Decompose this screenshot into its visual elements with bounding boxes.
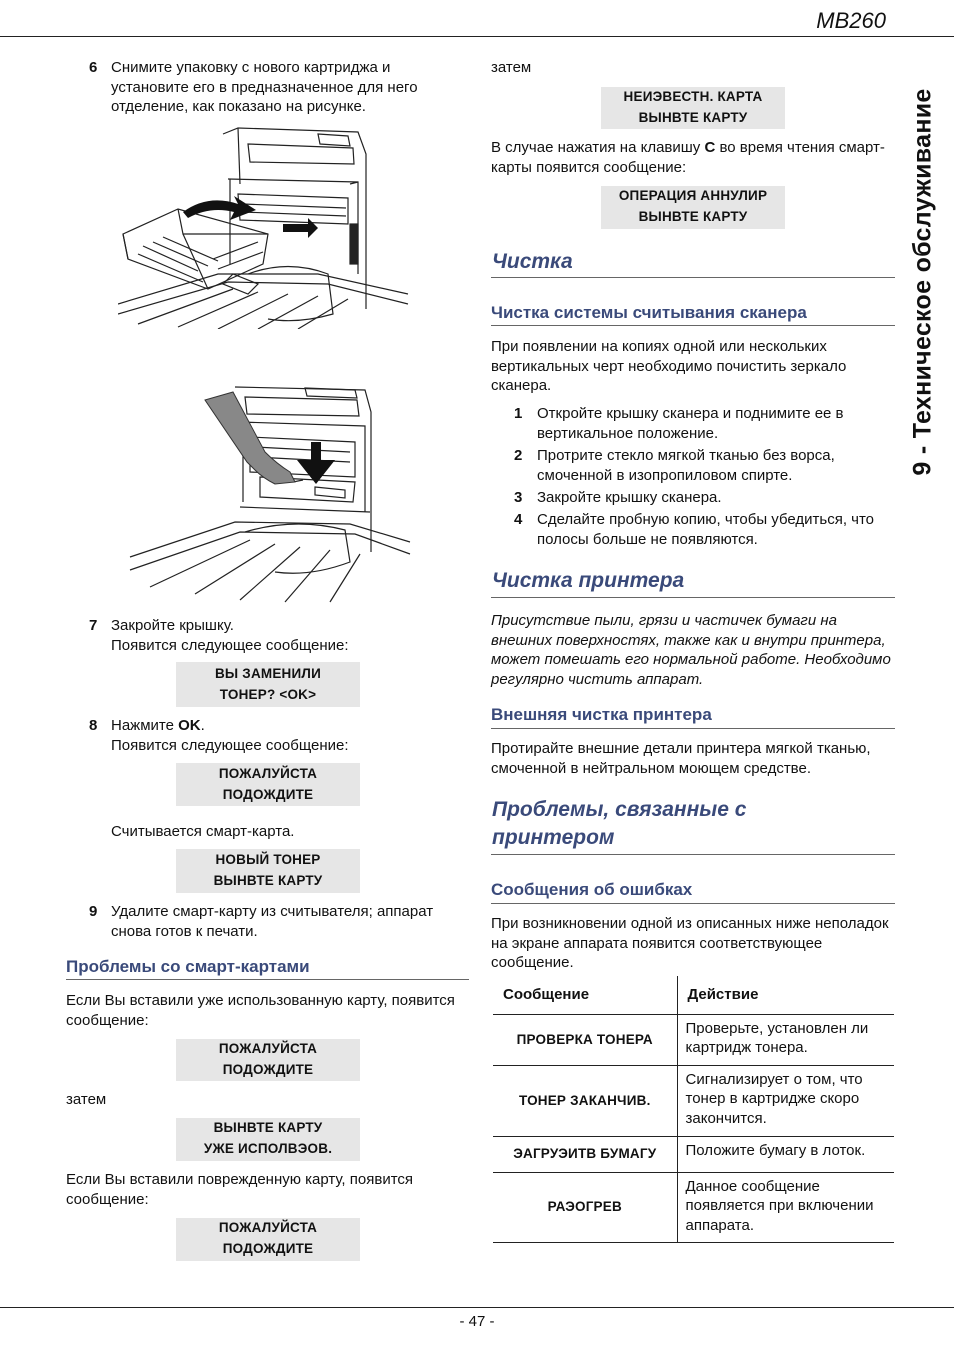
table-row — [493, 1014, 894, 1065]
message-line: ВЫНВТЕ КАРТУ — [213, 1120, 323, 1135]
step-text-line: Появится следующее сообщение: — [111, 636, 349, 654]
printer-problems-heading — [492, 796, 746, 852]
external-cleaning-text: Протирайте внешние детали принтера мягкой тканью, смоченной в нейтральном моющем средстве. — [491, 740, 871, 777]
display-message — [176, 1039, 360, 1081]
printer-intro: Присутствие пыли, грязи и частичек бумаги на внешних поверхностях, также как и внутри принтера, может помешать его нормальной работе. Необходимо регулярно чистить аппарат. — [491, 612, 891, 688]
step-text: . — [200, 717, 205, 734]
footer-divider — [0, 1307, 954, 1308]
chapter-title-text: 9 - Техническое обслуживание — [908, 88, 937, 476]
display-message — [176, 849, 360, 893]
damaged-card-text: Если Вы вставили поврежденную карту, появится сообщение: — [66, 1171, 414, 1208]
step-text: Откройте крышку сканера и поднимите ее в вертикальное положение. — [537, 405, 844, 442]
step-number: 1 — [514, 405, 523, 422]
error-code: ТОНЕР ЗАКАНЧИВ. — [493, 1065, 677, 1136]
column-header: Сообщение — [503, 986, 590, 1003]
cleaning-heading: Чистка — [492, 250, 573, 273]
message-line: ОПЕРАЦИЯ АННУЛИР — [618, 188, 768, 203]
heading-line: принтером — [492, 826, 615, 849]
error-code: РАЭОГРЕВ — [493, 1172, 677, 1242]
error-code: ЭАГРУЭИТВ БУМАГУ — [493, 1136, 677, 1172]
step-number: 8 — [89, 717, 98, 734]
heading-rule — [491, 854, 895, 855]
external-cleaning-heading: Внешняя чистка принтера — [491, 705, 712, 724]
error-action: Сигнализирует о том, что тонер в картридже скоро закончится. — [677, 1065, 894, 1136]
header-model: MB260 — [816, 8, 886, 33]
header-divider — [0, 36, 954, 37]
display-message — [601, 87, 785, 129]
message-line: НЕИЭВЕСТН. КАРТА — [623, 89, 763, 104]
display-message — [176, 662, 360, 707]
error-action: Проверьте, установлен ли картридж тонера. — [677, 1014, 894, 1065]
heading-rule — [491, 325, 895, 326]
step-text: Нажмите — [111, 717, 179, 734]
step-text: Сделайте пробную копию, чтобы убедиться, что полосы больше не появляются. — [537, 511, 875, 548]
message-line: ПОЖАЛУЙСТА — [218, 1220, 318, 1235]
step-number: 3 — [514, 489, 523, 506]
table-header-row — [493, 976, 894, 1014]
error-action: Данное сообщение появляется при включении аппарата. — [677, 1172, 894, 1242]
press-c-text-post: во время чтения смарт-карты появится сообщение: — [491, 139, 885, 176]
message-line: ПОДОЖДИТЕ — [222, 1061, 314, 1077]
heading-rule — [491, 597, 895, 598]
error-messages-heading: Сообщения об ошибках — [491, 880, 693, 899]
message-line: НОВЫЙ ТОНЕР — [215, 852, 321, 867]
then-text: затем — [491, 59, 532, 76]
smart-card-heading: Проблемы со смарт-картами — [66, 957, 310, 976]
step-text: Снимите упаковку с нового картриджа и установите его в предназначенное для него отделение, как показано на рисунке. — [111, 59, 418, 115]
used-card-text: Если Вы вставили уже использованную карту, появится сообщение: — [66, 992, 455, 1029]
error-messages-intro: При возникновении одной из описанных ниже неполадок на экране аппарата появится соответствующее сообщение. — [491, 915, 889, 971]
message-line: УЖЕ ИСПОЛВЭОВ. — [203, 1140, 333, 1156]
chapter-side-title — [899, 60, 947, 504]
message-line: ВЫНВТЕ КАРТУ — [638, 208, 748, 224]
then-text: затем — [66, 1091, 107, 1108]
message-line: ВЫ ЗАМЕНИЛИ — [214, 666, 321, 681]
ok-key-label: OK — [178, 717, 201, 734]
error-code: ПРОВЕРКА ТОНЕРА — [493, 1014, 677, 1065]
message-line: ВЫНВТЕ КАРТУ — [638, 109, 748, 125]
heading-rule — [66, 979, 469, 980]
press-c-text-pre: В случае нажатия на клавишу — [491, 139, 705, 156]
display-message — [176, 1218, 360, 1261]
message-line: ПОЖАЛУЙСТА — [218, 1041, 318, 1056]
heading-rule — [491, 728, 895, 729]
error-action: Положите бумагу в лоток. — [677, 1136, 894, 1172]
press-c-text — [491, 138, 891, 177]
message-line: ПОДОЖДИТЕ — [222, 786, 314, 802]
step-number: 7 — [89, 617, 98, 634]
table-row — [493, 1136, 894, 1172]
page-number: - 47 - — [459, 1313, 495, 1330]
error-table — [493, 976, 894, 1243]
heading-line: Проблемы, связанные с — [492, 798, 747, 821]
reading-note: Считывается смарт-карта. — [111, 823, 295, 840]
display-message — [176, 1118, 360, 1161]
step-text: Удалите смарт-карту из считывателя; аппарат снова готов к печати. — [111, 903, 434, 940]
scanner-intro: При появлении на копиях одной или нескольких вертикальных черт необходимо почистить зеркало сканера. — [491, 338, 847, 394]
scanner-heading: Чистка системы считывания сканера — [491, 303, 807, 322]
display-message — [601, 186, 785, 229]
step-number: 6 — [89, 59, 98, 76]
step-text-line: Закройте крышку. — [111, 617, 234, 634]
table-row — [493, 1065, 894, 1136]
step-text-line: Появится следующее сообщение: — [111, 736, 349, 754]
message-line: ПОДОЖДИТЕ — [222, 1240, 314, 1256]
heading-rule — [491, 903, 895, 904]
smart-card-illustration — [125, 382, 415, 604]
printer-cleaning-heading: Чистка принтера — [492, 569, 685, 592]
message-line: ПОЖАЛУЙСТА — [218, 766, 318, 781]
c-key-label: C — [704, 139, 716, 156]
table-row — [493, 1172, 894, 1242]
message-line: ТОНЕР? <OK> — [219, 686, 317, 702]
step-number: 9 — [89, 903, 98, 920]
column-header: Действие — [677, 976, 894, 1014]
step-text: Протрите стекло мягкой тканью без ворса, смоченной в изопропиловом спирте. — [537, 447, 835, 484]
step-number: 4 — [514, 511, 523, 528]
heading-rule — [491, 277, 895, 278]
step-number: 2 — [514, 447, 523, 464]
toner-insert-illustration — [118, 124, 413, 329]
message-line: ВЫНВТЕ КАРТУ — [213, 872, 323, 888]
step-text: Закройте крышку сканера. — [537, 489, 722, 506]
display-message — [176, 763, 360, 806]
